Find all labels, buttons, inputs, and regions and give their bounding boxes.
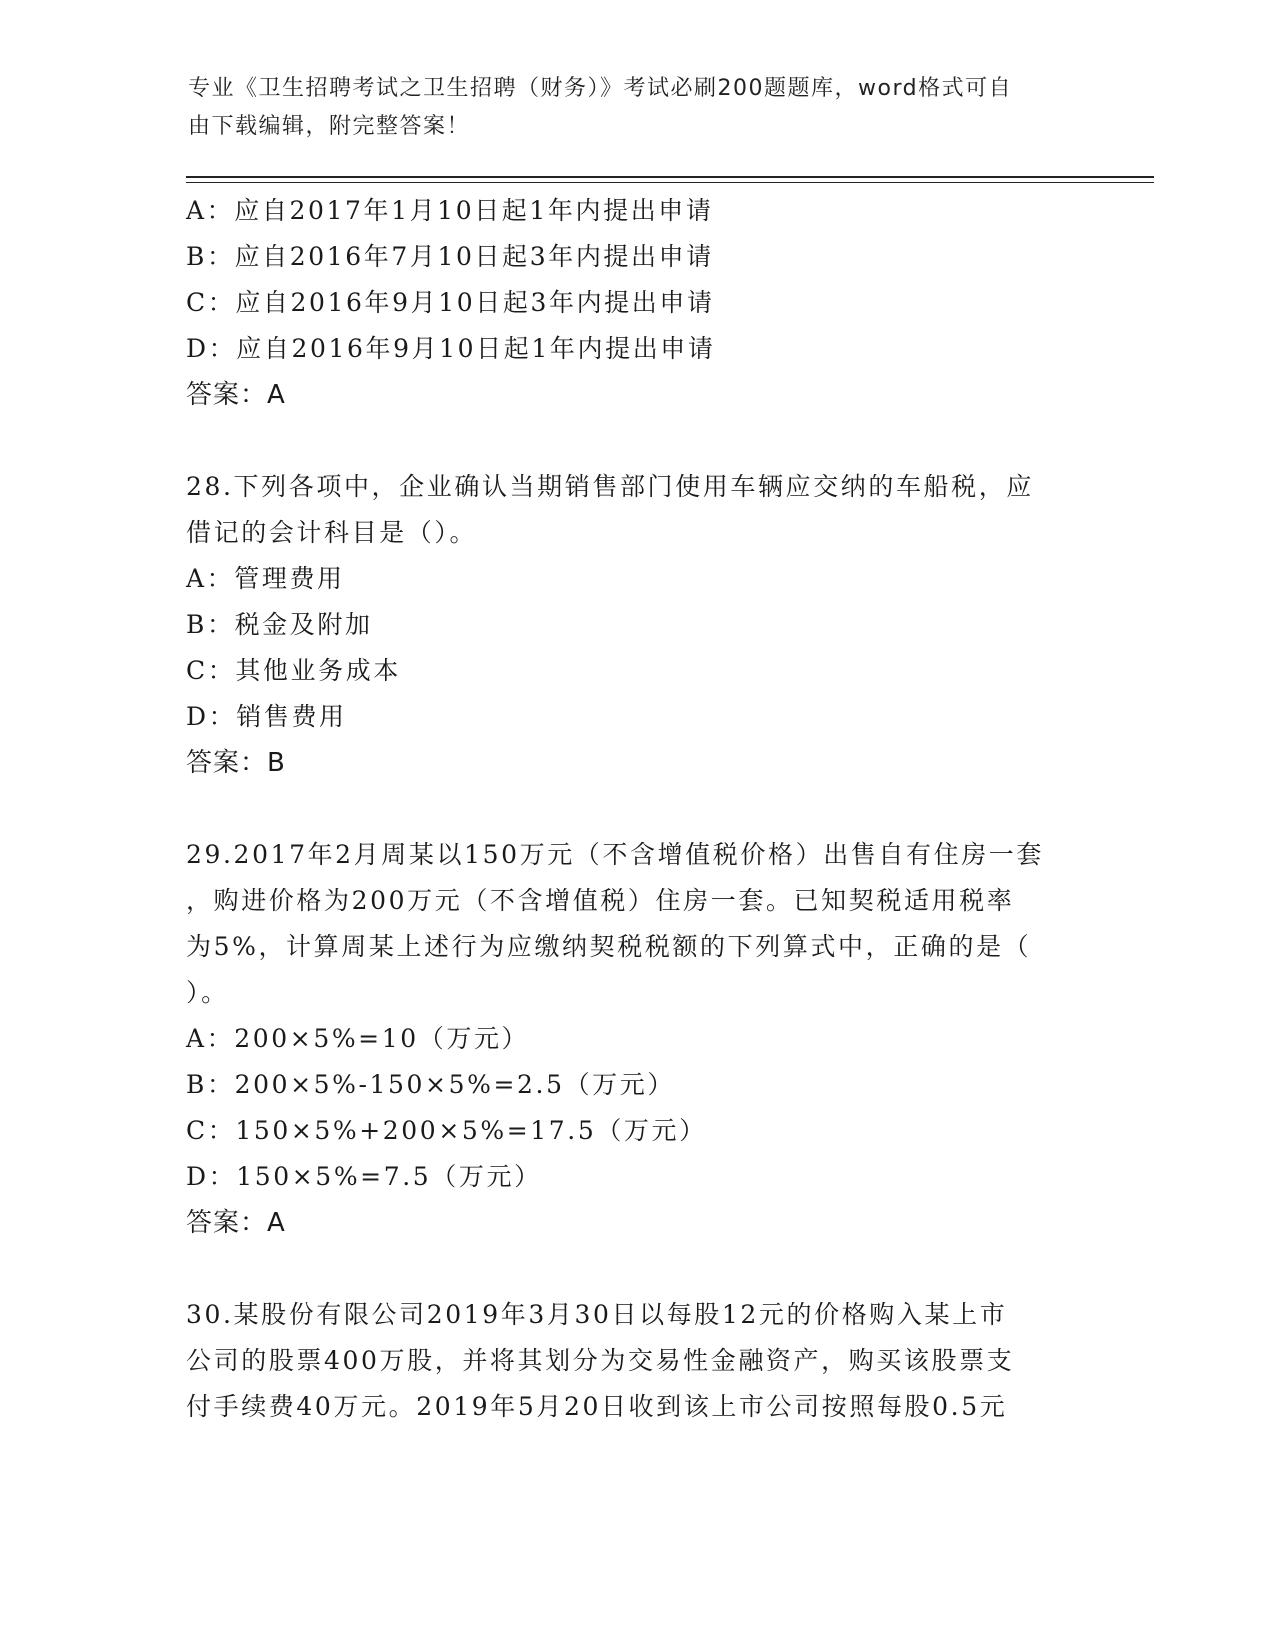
- header-line-1: 专业《卫生招聘考试之卫生招聘（财务）》考试必刷200题题库，word格式可自: [188, 76, 1013, 101]
- option-c: C：其他业务成本: [186, 656, 401, 685]
- option-a: A：应自2017年1月10日起1年内提出申请: [186, 196, 714, 225]
- option-c: C：150×5%+200×5%=17.5（万元）: [186, 1116, 707, 1145]
- question-29: [186, 832, 1086, 1246]
- question-stem-line: 30.某股份有限公司2019年3月30日以每股12元的价格购入某上市: [186, 1300, 1008, 1329]
- option-d: D：150×5%=7.5（万元）: [186, 1162, 542, 1191]
- document-header: [188, 70, 1068, 146]
- option-a: A：管理费用: [186, 564, 345, 593]
- answer: 答案：A: [186, 1208, 286, 1238]
- spacer: [186, 418, 1086, 464]
- question-30: [186, 1292, 1086, 1430]
- option-b: B：200×5%-150×5%=2.5（万元）: [186, 1070, 675, 1099]
- question-stem-line: 为5%，计算周某上述行为应缴纳契税税额的下列算式中，正确的是（: [186, 932, 1032, 961]
- answer: 答案：A: [186, 380, 286, 410]
- question-stem-line: 29.2017年2月周某以150万元（不含增值税价格）出售自有住房一套: [186, 840, 1045, 869]
- option-c: C：应自2016年9月10日起3年内提出申请: [186, 288, 715, 317]
- option-b: B：应自2016年7月10日起3年内提出申请: [186, 242, 714, 271]
- spacer: [186, 786, 1086, 832]
- question-stem-line: ，购进价格为200万元（不含增值税）住房一套。已知契税适用税率: [186, 886, 1015, 915]
- question-stem-line: 28.下列各项中，企业确认当期销售部门使用车辆应交纳的车船税，应: [186, 472, 1034, 501]
- option-d: D：销售费用: [186, 702, 347, 731]
- question-stem-line: 借记的会计科目是（）。: [186, 518, 478, 547]
- header-divider: [186, 176, 1154, 178]
- header-divider-thin: [186, 182, 1154, 183]
- answer: 答案：B: [186, 748, 286, 778]
- option-a: A：200×5%=10（万元）: [186, 1024, 530, 1053]
- question-27: [186, 188, 1086, 418]
- header-line-2: 由下载编辑，附完整答案！: [188, 114, 471, 139]
- spacer: [186, 1246, 1086, 1292]
- option-b: B：税金及附加: [186, 610, 373, 639]
- document-content: [186, 188, 1086, 1430]
- question-stem-line: 公司的股票400万股，并将其划分为交易性金融资产，购买该股票支: [186, 1346, 1015, 1375]
- option-d: D：应自2016年9月10日起1年内提出申请: [186, 334, 716, 363]
- question-28: [186, 464, 1086, 786]
- question-stem-line: 付手续费40万元。2019年5月20日收到该上市公司按照每股0.5元: [186, 1392, 1008, 1421]
- question-stem-line: ）。: [186, 978, 229, 1007]
